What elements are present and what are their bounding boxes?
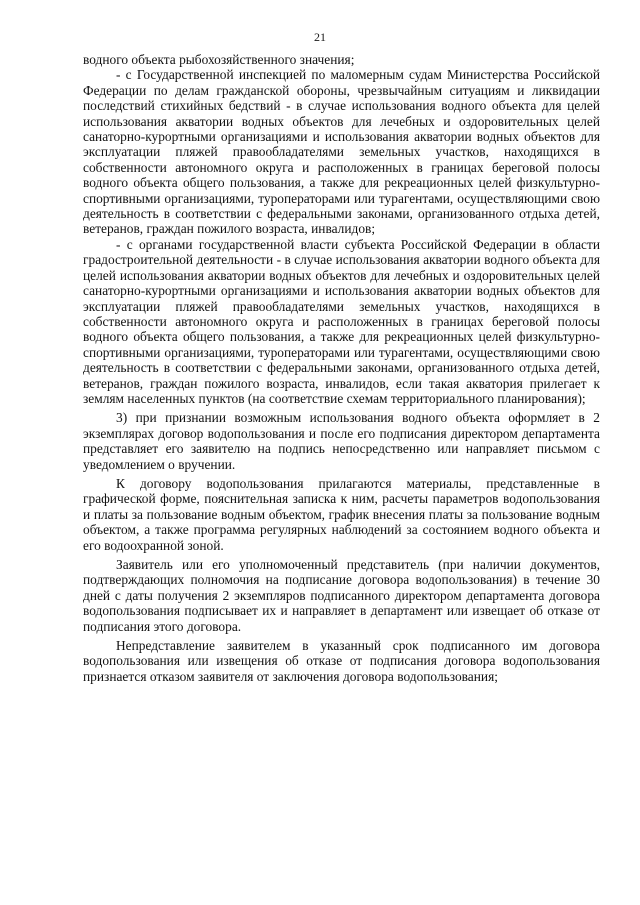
paragraph-applicant-signing: Заявитель или его уполномоченный представитель (при наличии документов, подтверждающих полномочия на подписание договора водопользования) в течение 30 дней с даты получения 2 экземпляров подписанного директором департамента договора водопользования подписывает их и направляет в департамент или извещает об отказе от подписания этого договора. — [83, 557, 600, 634]
paragraph-continuation: водного объекта рыбохозяйственного значения; — [83, 52, 355, 67]
paragraph-non-submission: Непредставление заявителем в указанный срок подписанного им договора водопользования или извещения об отказе от подписания договора водопользования признается отказом заявителя от заключения договора водопользования; — [83, 638, 600, 684]
page-number: 21 — [314, 30, 326, 44]
paragraph-urban-planning-authorities: - с органами государственной власти субъекта Российской Федерации в области градостроительной деятельности - в случае использования акватории водного объекта для целей использования акватории водных объектов для лечебных и оздоровительных целей санаторно-курортными организациями и использования акватории водных объектов для эксплуатации пляжей правообладателями земельных участков, находящихся в собственности автономного округа и расположенных в границах береговой полосы водного объекта общего пользования, а также для рекреационных целей физкультурно-спортивными организациями, туроператорами или турагентами, осуществляющими свою деятельность в соответствии с федеральными законами, организованного отдыха детей, ветеранов, граждан пожилого возраста, инвалидов, если такая акватория прилегает к землям населенных пунктов (на соответствие схемам территориального планирования); — [83, 236, 600, 406]
document-body — [83, 52, 600, 684]
paragraph-item-3: 3) при признании возможным использования водного объекта оформляет в 2 экземплярах договор водопользования и после его подписания директором департамента представляет его заявителю на подпись непосредственно или направляет письмом с уведомлением о вручении. — [83, 410, 600, 472]
paragraph-contract-attachments: К договору водопользования прилагаются материалы, представленные в графической форме, пояснительная записка к ним, расчеты параметров водопользования и платы за пользование водным объектом, график внесения платы за пользование водным объектом, а также программа регулярных наблюдений за состоянием водного объекта и его водоохранной зоной. — [83, 475, 600, 553]
paragraph-small-vessels-inspection: - с Государственной инспекцией по маломерным судам Министерства Российской Федерации по делам гражданской обороны, чрезвычайным ситуациям и ликвидации последствий стихийных бедствий - в случае использования водного объекта для целей использования акватории водных объектов для лечебных и оздоровительных целей санаторно-курортными организациями и использования акватории водных объектов для эксплуатации пляжей правообладателями земельных участков, находящихся в собственности автономного округа и расположенных в границах береговой полосы водного объекта общего пользования, а также для рекреационных целей физкультурно-спортивными организациями, туроператорами или турагентами, осуществляющими свою деятельность в соответствии с федеральными законами, организованного отдыха детей, ветеранов, граждан пожилого возраста, инвалидов; — [83, 67, 600, 237]
